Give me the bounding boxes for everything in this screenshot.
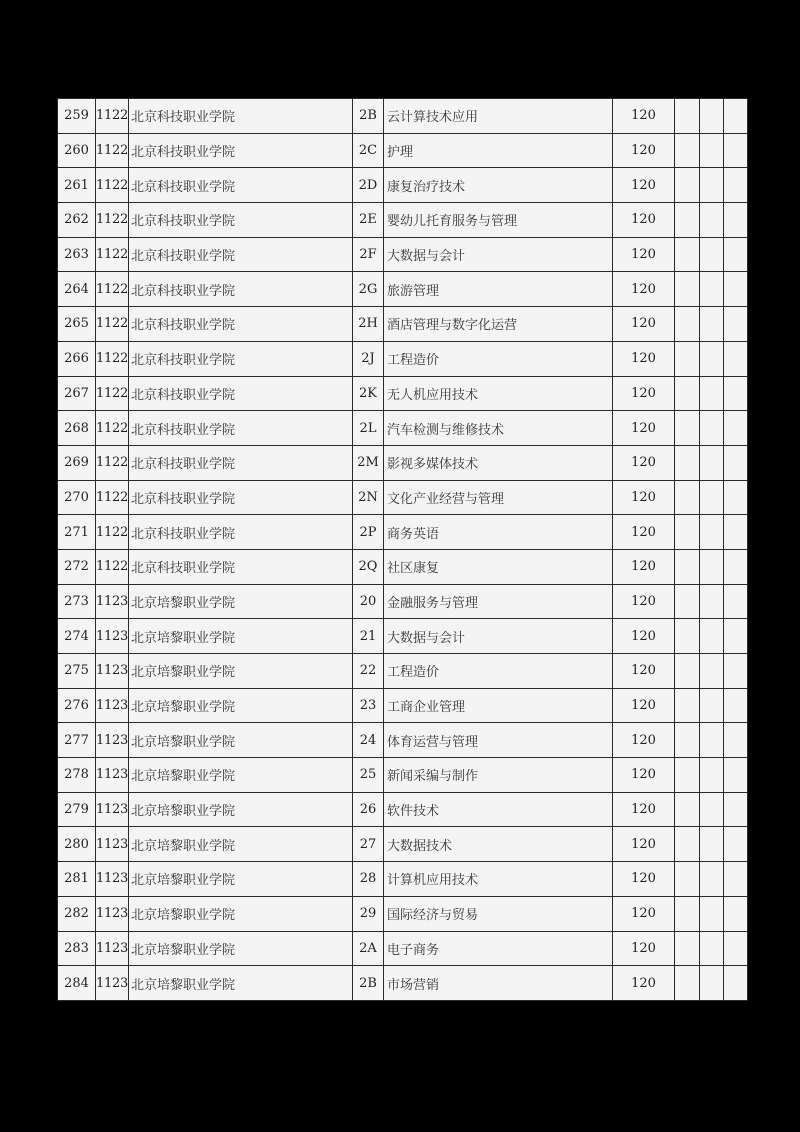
major-code-cell: 21 [353,619,384,654]
extra-cell-2 [700,411,724,446]
major-code-cell: 2M [353,445,384,480]
row-number-cell: 269 [58,445,96,480]
quota-cell: 120 [613,619,675,654]
school-code-cell: 1122 [96,203,129,238]
table-row [58,758,748,793]
school-code-cell: 1122 [96,237,129,272]
extra-cell-1 [675,99,700,134]
extra-cell-2 [700,307,724,342]
major-name-cell: 护理 [384,133,613,168]
school-code-cell: 1122 [96,445,129,480]
major-code-cell: 2F [353,237,384,272]
major-code-cell: 27 [353,827,384,862]
extra-cell-3 [724,168,748,203]
major-name-cell: 新闻采编与制作 [384,758,613,793]
row-number-cell: 267 [58,376,96,411]
school-name-cell: 北京培黎职业学院 [129,619,353,654]
quota-cell: 120 [613,168,675,203]
major-name-cell: 软件技术 [384,792,613,827]
school-name-cell: 北京科技职业学院 [129,549,353,584]
extra-cell-1 [675,307,700,342]
row-number-cell: 264 [58,272,96,307]
major-name-cell: 工程造价 [384,654,613,689]
school-code-cell: 1122 [96,341,129,376]
extra-cell-1 [675,584,700,619]
row-number-cell: 261 [58,168,96,203]
row-number-cell: 260 [58,133,96,168]
major-name-cell: 电子商务 [384,931,613,966]
extra-cell-2 [700,584,724,619]
extra-cell-2 [700,792,724,827]
extra-cell-3 [724,654,748,689]
table-row [58,896,748,931]
extra-cell-1 [675,654,700,689]
school-name-cell: 北京培黎职业学院 [129,758,353,793]
major-name-cell: 无人机应用技术 [384,376,613,411]
school-name-cell: 北京科技职业学院 [129,376,353,411]
school-code-cell: 1123 [96,966,129,1001]
table-row [58,931,748,966]
major-code-cell: 25 [353,758,384,793]
row-number-cell: 277 [58,723,96,758]
extra-cell-3 [724,376,748,411]
extra-cell-1 [675,966,700,1001]
school-code-cell: 1123 [96,723,129,758]
major-code-cell: 2C [353,133,384,168]
major-code-cell: 2G [353,272,384,307]
extra-cell-2 [700,758,724,793]
school-code-cell: 1122 [96,133,129,168]
school-name-cell: 北京科技职业学院 [129,272,353,307]
school-code-cell: 1123 [96,896,129,931]
school-name-cell: 北京培黎职业学院 [129,723,353,758]
school-code-cell: 1122 [96,99,129,134]
major-code-cell: 2K [353,376,384,411]
row-number-cell: 279 [58,792,96,827]
school-name-cell: 北京科技职业学院 [129,203,353,238]
table-row [58,133,748,168]
quota-cell: 120 [613,654,675,689]
row-number-cell: 278 [58,758,96,793]
quota-cell: 120 [613,411,675,446]
extra-cell-1 [675,827,700,862]
extra-cell-3 [724,619,748,654]
school-code-cell: 1123 [96,862,129,897]
major-name-cell: 影视多媒体技术 [384,445,613,480]
extra-cell-3 [724,341,748,376]
major-code-cell: 2D [353,168,384,203]
extra-cell-3 [724,827,748,862]
row-number-cell: 276 [58,688,96,723]
extra-cell-3 [724,203,748,238]
extra-cell-1 [675,237,700,272]
row-number-cell: 266 [58,341,96,376]
row-number-cell: 263 [58,237,96,272]
major-name-cell: 金融服务与管理 [384,584,613,619]
table-row [58,341,748,376]
table-row [58,237,748,272]
school-code-cell: 1122 [96,272,129,307]
school-code-cell: 1123 [96,792,129,827]
quota-cell: 120 [613,896,675,931]
table-row [58,272,748,307]
row-number-cell: 272 [58,549,96,584]
school-name-cell: 北京科技职业学院 [129,99,353,134]
table-row [58,376,748,411]
major-code-cell: 29 [353,896,384,931]
major-code-cell: 2B [353,99,384,134]
extra-cell-3 [724,931,748,966]
school-code-cell: 1123 [96,584,129,619]
extra-cell-3 [724,445,748,480]
table-row [58,792,748,827]
school-name-cell: 北京科技职业学院 [129,307,353,342]
quota-cell: 120 [613,307,675,342]
major-name-cell: 商务英语 [384,515,613,550]
extra-cell-3 [724,896,748,931]
row-number-cell: 284 [58,966,96,1001]
major-code-cell: 2E [353,203,384,238]
table-row [58,307,748,342]
major-name-cell: 国际经济与贸易 [384,896,613,931]
extra-cell-2 [700,445,724,480]
row-number-cell: 259 [58,99,96,134]
quota-cell: 120 [613,445,675,480]
major-code-cell: 2A [353,931,384,966]
major-code-cell: 22 [353,654,384,689]
school-name-cell: 北京培黎职业学院 [129,862,353,897]
quota-cell: 120 [613,688,675,723]
major-name-cell: 工程造价 [384,341,613,376]
school-code-cell: 1122 [96,376,129,411]
extra-cell-2 [700,99,724,134]
table-row [58,619,748,654]
major-code-cell: 20 [353,584,384,619]
major-name-cell: 大数据技术 [384,827,613,862]
extra-cell-1 [675,931,700,966]
extra-cell-1 [675,862,700,897]
school-name-cell: 北京科技职业学院 [129,341,353,376]
extra-cell-2 [700,931,724,966]
extra-cell-1 [675,376,700,411]
row-number-cell: 274 [58,619,96,654]
school-name-cell: 北京科技职业学院 [129,168,353,203]
row-number-cell: 281 [58,862,96,897]
school-code-cell: 1122 [96,515,129,550]
row-number-cell: 271 [58,515,96,550]
quota-cell: 120 [613,237,675,272]
school-name-cell: 北京培黎职业学院 [129,792,353,827]
extra-cell-1 [675,411,700,446]
school-name-cell: 北京科技职业学院 [129,445,353,480]
school-name-cell: 北京科技职业学院 [129,411,353,446]
major-name-cell: 文化产业经营与管理 [384,480,613,515]
school-code-cell: 1123 [96,688,129,723]
extra-cell-1 [675,896,700,931]
extra-cell-2 [700,619,724,654]
quota-cell: 120 [613,515,675,550]
extra-cell-3 [724,549,748,584]
extra-cell-3 [724,862,748,897]
quota-cell: 120 [613,99,675,134]
extra-cell-1 [675,445,700,480]
extra-cell-1 [675,133,700,168]
row-number-cell: 283 [58,931,96,966]
quota-cell: 120 [613,549,675,584]
extra-cell-2 [700,966,724,1001]
major-name-cell: 婴幼儿托育服务与管理 [384,203,613,238]
major-name-cell: 大数据与会计 [384,237,613,272]
school-code-cell: 1123 [96,619,129,654]
table-row [58,168,748,203]
school-name-cell: 北京培黎职业学院 [129,966,353,1001]
major-name-cell: 市场营销 [384,966,613,1001]
major-name-cell: 社区康复 [384,549,613,584]
extra-cell-1 [675,792,700,827]
quota-cell: 120 [613,341,675,376]
major-name-cell: 计算机应用技术 [384,862,613,897]
row-number-cell: 270 [58,480,96,515]
extra-cell-2 [700,549,724,584]
row-number-cell: 280 [58,827,96,862]
extra-cell-3 [724,723,748,758]
extra-cell-3 [724,480,748,515]
major-code-cell: 2Q [353,549,384,584]
quota-cell: 120 [613,376,675,411]
extra-cell-3 [724,133,748,168]
quota-cell: 120 [613,272,675,307]
extra-cell-1 [675,341,700,376]
school-code-cell: 1122 [96,411,129,446]
quota-cell: 120 [613,584,675,619]
quota-cell: 120 [613,792,675,827]
school-code-cell: 1123 [96,931,129,966]
quota-cell: 120 [613,203,675,238]
extra-cell-3 [724,966,748,1001]
major-name-cell: 康复治疗技术 [384,168,613,203]
extra-cell-2 [700,896,724,931]
extra-cell-1 [675,688,700,723]
extra-cell-1 [675,168,700,203]
extra-cell-1 [675,619,700,654]
major-code-cell: 24 [353,723,384,758]
extra-cell-2 [700,376,724,411]
table-row [58,549,748,584]
row-number-cell: 282 [58,896,96,931]
table-row [58,515,748,550]
school-name-cell: 北京培黎职业学院 [129,688,353,723]
admissions-table [57,98,748,1001]
table-body [58,99,748,1001]
major-name-cell: 云计算技术应用 [384,99,613,134]
major-code-cell: 2B [353,966,384,1001]
quota-cell: 120 [613,966,675,1001]
table-row [58,411,748,446]
extra-cell-2 [700,341,724,376]
extra-cell-2 [700,203,724,238]
school-code-cell: 1123 [96,827,129,862]
table-row [58,827,748,862]
major-code-cell: 2N [353,480,384,515]
school-code-cell: 1122 [96,307,129,342]
extra-cell-2 [700,688,724,723]
table-row [58,445,748,480]
major-code-cell: 2L [353,411,384,446]
major-code-cell: 26 [353,792,384,827]
extra-cell-1 [675,480,700,515]
extra-cell-2 [700,480,724,515]
school-name-cell: 北京培黎职业学院 [129,827,353,862]
table-row [58,584,748,619]
extra-cell-2 [700,827,724,862]
row-number-cell: 262 [58,203,96,238]
school-code-cell: 1122 [96,549,129,584]
table-row [58,654,748,689]
extra-cell-3 [724,237,748,272]
major-code-cell: 2J [353,341,384,376]
major-code-cell: 2H [353,307,384,342]
school-name-cell: 北京培黎职业学院 [129,654,353,689]
extra-cell-3 [724,99,748,134]
extra-cell-2 [700,723,724,758]
major-code-cell: 23 [353,688,384,723]
school-code-cell: 1123 [96,654,129,689]
row-number-cell: 268 [58,411,96,446]
extra-cell-3 [724,584,748,619]
school-name-cell: 北京科技职业学院 [129,237,353,272]
table-row [58,99,748,134]
table-row [58,862,748,897]
extra-cell-2 [700,133,724,168]
extra-cell-1 [675,723,700,758]
extra-cell-1 [675,272,700,307]
extra-cell-3 [724,792,748,827]
extra-cell-1 [675,515,700,550]
extra-cell-2 [700,272,724,307]
major-name-cell: 大数据与会计 [384,619,613,654]
major-name-cell: 酒店管理与数字化运营 [384,307,613,342]
school-code-cell: 1122 [96,480,129,515]
table-row [58,966,748,1001]
row-number-cell: 275 [58,654,96,689]
extra-cell-2 [700,654,724,689]
table-row [58,480,748,515]
school-name-cell: 北京培黎职业学院 [129,896,353,931]
row-number-cell: 265 [58,307,96,342]
major-name-cell: 体育运营与管理 [384,723,613,758]
quota-cell: 120 [613,862,675,897]
quota-cell: 120 [613,931,675,966]
extra-cell-3 [724,758,748,793]
extra-cell-2 [700,237,724,272]
major-name-cell: 旅游管理 [384,272,613,307]
school-name-cell: 北京科技职业学院 [129,133,353,168]
major-name-cell: 汽车检测与维修技术 [384,411,613,446]
quota-cell: 120 [613,758,675,793]
school-name-cell: 北京培黎职业学院 [129,584,353,619]
school-name-cell: 北京科技职业学院 [129,515,353,550]
extra-cell-3 [724,515,748,550]
extra-cell-3 [724,307,748,342]
school-name-cell: 北京科技职业学院 [129,480,353,515]
extra-cell-2 [700,168,724,203]
table-row [58,688,748,723]
quota-cell: 120 [613,723,675,758]
table-row [58,203,748,238]
row-number-cell: 273 [58,584,96,619]
extra-cell-2 [700,515,724,550]
major-code-cell: 2P [353,515,384,550]
school-code-cell: 1122 [96,168,129,203]
school-code-cell: 1123 [96,758,129,793]
quota-cell: 120 [613,480,675,515]
quota-cell: 120 [613,133,675,168]
major-name-cell: 工商企业管理 [384,688,613,723]
quota-cell: 120 [613,827,675,862]
extra-cell-1 [675,758,700,793]
extra-cell-3 [724,411,748,446]
school-name-cell: 北京培黎职业学院 [129,931,353,966]
extra-cell-2 [700,862,724,897]
table-row [58,723,748,758]
extra-cell-3 [724,272,748,307]
extra-cell-1 [675,549,700,584]
extra-cell-1 [675,203,700,238]
major-code-cell: 28 [353,862,384,897]
extra-cell-3 [724,688,748,723]
